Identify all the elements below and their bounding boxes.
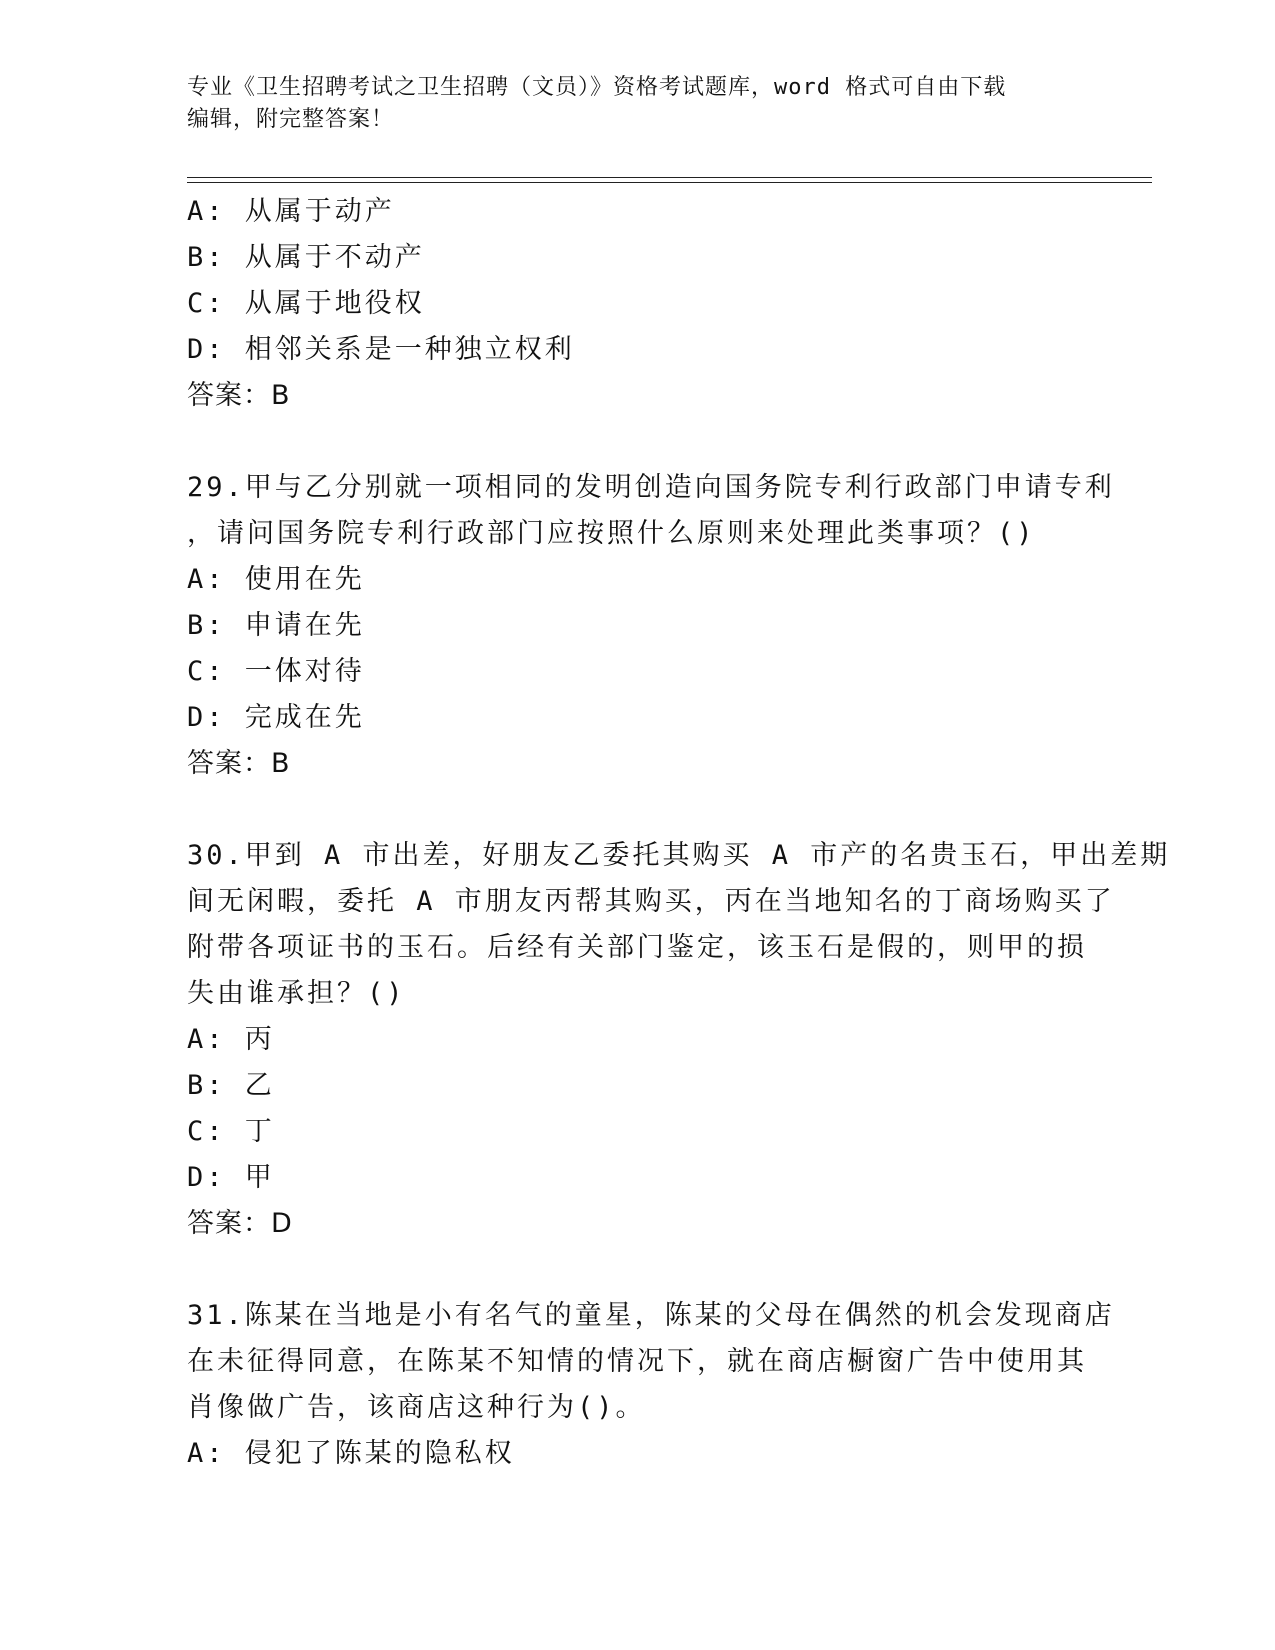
header-line-1: 专业《卫生招聘考试之卫生招聘（文员）》资格考试题库，word 格式可自由下载 (187, 75, 1007, 100)
option-a: A: 从属于动产 (187, 196, 395, 227)
question-stem-line: 在未征得同意，在陈某不知情的情况下，就在商店橱窗广告中使用其 (187, 1346, 1087, 1377)
option-a: A: 丙 (187, 1024, 275, 1055)
spacer (187, 419, 1067, 465)
option-a: A: 使用在先 (187, 564, 365, 595)
question-stem-line: 附带各项证书的玉石。后经有关部门鉴定，该玉石是假的，则甲的损 (187, 932, 1087, 963)
question-stem-line: 29.甲与乙分别就一项相同的发明创造向国务院专利行政部门申请专利 (187, 472, 1115, 503)
option-d: D: 相邻关系是一种独立权利 (187, 334, 575, 365)
question-stem-line: 间无闲暇，委托 A 市朋友丙帮其购买，丙在当地知名的丁商场购买了 (187, 886, 1115, 917)
option-b: B: 从属于不动产 (187, 242, 425, 273)
header-divider-bottom (187, 182, 1152, 183)
answer-line: 答案：B (187, 380, 291, 411)
question-30 (187, 833, 1171, 1247)
document-header (187, 72, 1067, 136)
answer-line: 答案：B (187, 748, 291, 779)
header-line-2: 编辑，附完整答案！ (187, 107, 395, 132)
question-31 (187, 1293, 1115, 1477)
option-c: C: 丁 (187, 1116, 275, 1147)
answer-line: 答案：D (187, 1208, 293, 1239)
option-b: B: 申请在先 (187, 610, 365, 641)
option-d: D: 完成在先 (187, 702, 365, 733)
question-stem-line: 失由谁承担？() (187, 978, 406, 1009)
option-c: C: 一体对待 (187, 656, 365, 687)
header-divider-top (187, 177, 1152, 178)
option-c: C: 从属于地役权 (187, 288, 425, 319)
option-b: B: 乙 (187, 1070, 275, 1101)
question-stem-line: 31.陈某在当地是小有名气的童星，陈某的父母在偶然的机会发现商店 (187, 1300, 1115, 1331)
question-stem-line: ，请问国务院专利行政部门应按照什么原则来处理此类事项？() (187, 518, 1036, 549)
question-list (187, 189, 1171, 1477)
question-28 (187, 189, 1067, 419)
question-stem-line: 肖像做广告，该商店这种行为()。 (187, 1392, 646, 1423)
option-a: A: 侵犯了陈某的隐私权 (187, 1438, 515, 1469)
question-29 (187, 465, 1115, 787)
option-d: D: 甲 (187, 1162, 275, 1193)
spacer (187, 1247, 1067, 1293)
question-stem-line: 30.甲到 A 市出差，好朋友乙委托其购买 A 市产的名贵玉石，甲出差期 (187, 840, 1171, 871)
spacer (187, 787, 1067, 833)
